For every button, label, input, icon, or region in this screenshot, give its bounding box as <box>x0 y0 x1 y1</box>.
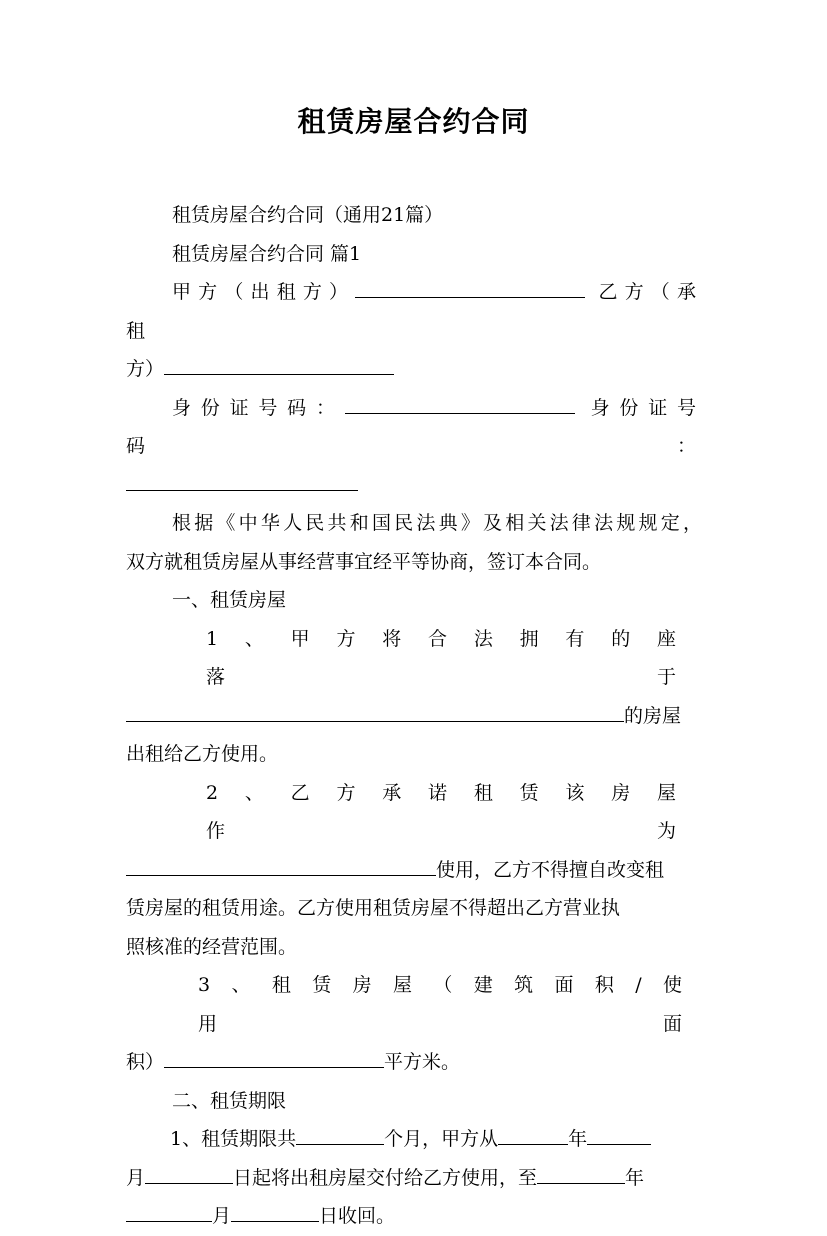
heading-2-line <box>126 1082 702 1121</box>
term-months-blank <box>296 1124 384 1145</box>
item-3-end: 平方米。 <box>384 1051 461 1073</box>
party-line-2 <box>126 350 702 389</box>
item-1-line-2 <box>126 697 702 736</box>
term-start-day-blank <box>145 1163 233 1184</box>
item-1-blank <box>126 701 624 722</box>
term-a: 1、租赁期限共 <box>170 1128 297 1150</box>
item-1-line-3 <box>126 735 702 774</box>
id-line <box>126 389 702 466</box>
heading-1: 一、租赁房屋 <box>172 589 287 611</box>
item-1-line-1 <box>126 620 702 697</box>
item-3-blank <box>164 1047 384 1068</box>
term-f: 年 <box>625 1166 645 1189</box>
party-line <box>126 273 702 350</box>
term-g: 月 <box>212 1205 232 1227</box>
term-end-month-blank <box>126 1201 212 1222</box>
term-end-year-blank <box>537 1163 625 1184</box>
term-d: 月 <box>126 1166 146 1189</box>
heading-2: 二、租赁期限 <box>172 1089 287 1112</box>
id-label-a: 身份证号码： <box>172 396 345 419</box>
item-2-blank <box>126 855 436 876</box>
id-a-blank <box>345 393 575 414</box>
item-2-line-3 <box>126 889 702 928</box>
item-2-line-1 <box>126 774 702 851</box>
term-start-month-blank <box>587 1124 651 1145</box>
item-2-text-4: 照核准的经营范围。 <box>126 935 298 958</box>
heading-1-line <box>126 581 702 620</box>
intro-text-2: 双方就租赁房屋从事经营事宜经平等协商，签订本合同。 <box>126 550 602 573</box>
party-b-label-end: 方） <box>126 358 165 380</box>
term-start-year-blank <box>498 1124 568 1145</box>
id-line-2 <box>126 466 702 505</box>
item-2-line-4 <box>126 928 702 967</box>
item-2-text-3: 赁房屋的租赁用途。乙方使用租赁房屋不得超出乙方营业执 <box>126 897 621 919</box>
id-label-b: 身份证号码： <box>126 396 702 457</box>
term-e: 日起将出租房屋交付给乙方使用，至 <box>233 1166 538 1189</box>
intro-line-2 <box>126 543 702 582</box>
item-2-line-2 <box>126 851 702 890</box>
party-a-label: 甲方（出租方） <box>172 281 356 303</box>
item-3-start: 3、租赁房屋（建筑面积/使用面 <box>198 974 702 1035</box>
item-2-mid: 使用，乙方不得擅自改变租 <box>436 858 665 881</box>
item-3-cont: 积） <box>126 1051 165 1073</box>
item-1-end: 出租给乙方使用。 <box>126 743 279 765</box>
id-b-blank <box>126 470 358 491</box>
term-c: 年 <box>568 1128 588 1150</box>
document-body <box>126 196 702 1236</box>
term-line-3 <box>126 1197 702 1236</box>
term-end-day-blank <box>231 1201 319 1222</box>
subtitle: 租赁房屋合约合同（通用21篇） <box>172 204 444 226</box>
term-line-2 <box>126 1159 702 1198</box>
party-a-blank <box>355 277 585 298</box>
section-heading: 租赁房屋合约合同 篇1 <box>172 242 362 265</box>
item-3-line-2 <box>126 1043 702 1082</box>
subtitle-line <box>126 196 702 235</box>
term-line-1 <box>126 1120 702 1159</box>
term-h: 日收回。 <box>319 1205 396 1227</box>
party-b-label-start: 乙方（承租 <box>126 281 702 342</box>
term-b: 个月，甲方从 <box>384 1128 499 1150</box>
intro-text-1: 根据《中华人民共和国民法典》及相关法律法规规定， <box>172 512 702 534</box>
item-3-line-1 <box>126 966 702 1043</box>
party-b-blank <box>164 354 394 375</box>
document-title: 租赁房屋合约合同 <box>297 105 530 138</box>
item-2-start: 2、乙方承诺租赁该房屋作为 <box>206 781 702 842</box>
item-1-mid: 的房屋 <box>624 704 682 727</box>
intro-line-1 <box>126 504 702 543</box>
item-1-start: 1、甲方将合法拥有的座落于 <box>206 627 702 688</box>
section-heading-line <box>126 235 702 274</box>
